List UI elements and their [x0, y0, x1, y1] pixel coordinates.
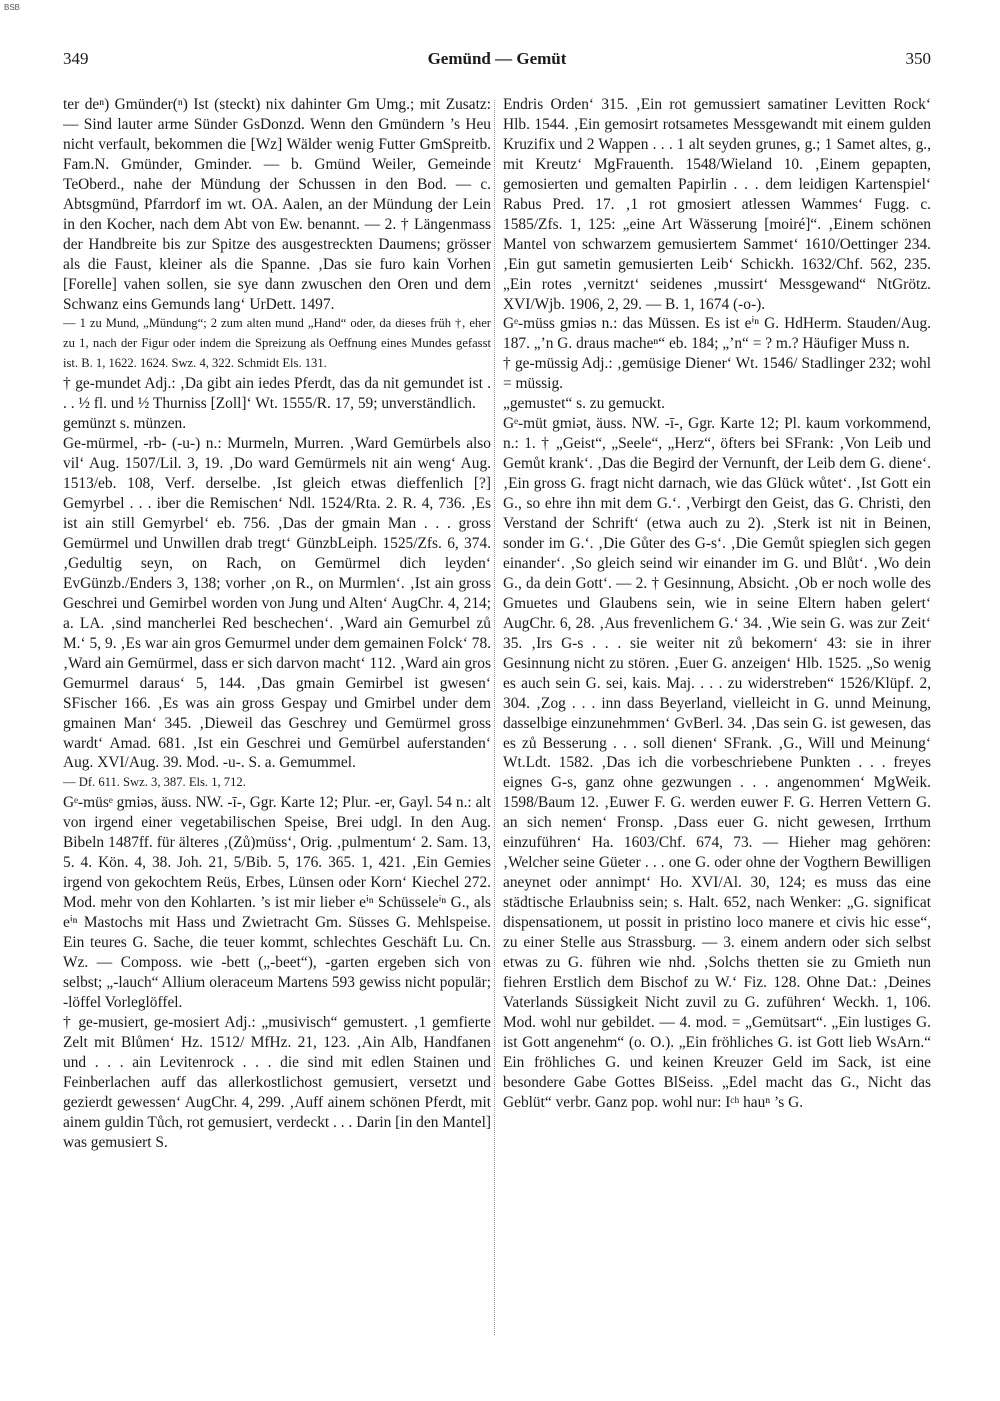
dictionary-entry-paragraph: Gᵉ-müt gmiət, äuss. NW. -ī-, Ggr. Karte 12; Pl. kaum vorkommend, n.: 1. † „Geist“, „Seele“, „Herz“, öfters bei SFrank: ‚Von Leib und Gemůt krank‘. ‚Das die Begird der Vernunft, der Leib dem G. diene‘. ‚Ein gross G. fragt nicht darnach, wie das Glück wůtet‘. ‚Ist Gott ein G., so ehre ihn mit dem G.‘. ‚Verbirgt den Geist, das G. Christi, den Verstand der Schrift‘ (etwa auch zu 2). ‚Sterk ist nit in Beinen, sonder im G.‘. ‚Die Gůter des G-s‘. ‚Die Gemůt spieglen sich gegen einander‘. ‚So gleich seind wir einander im G. und Blůt‘. ‚Wo dein G., da dein Gott‘. — 2. † Gesinnung, Absicht. ‚Ob er noch wolle des Gmuetes und Glaubens sein, wie in seine Eltern haben gelert‘ AugChr. 6, 28. ‚Aus frevenlichem G.‘ 34. ‚Wie sein G. was zur Zeit‘ 35. ‚Irs G-s . . . sie weiter nit zů bekomern‘ 43: sie in ihrer Gesinnung nicht zu stören. ‚Euer G. anzeigen‘ Hlb. 1525. „So wenig es auch sein G. sei, kais. Maj. . . . zu widerstreben“ 1526/Klüpf. 2, 304. ‚Zog . . . inn dass Beyerland, vielleicht in G. unnd Meinung, dasselbige einzunehmmen‘ GvBerl. 34. ‚Das sein G. ist gewesen, das es zů Besserung . . . soll dienen‘ SFrank. ‚G., Will und Meinung‘ Wt.Ldt. 1582. ‚Das ich die vorbeschriebene Punkten . . . freyes eignes G-s, ganz ohne gezwungen . . . angenommen‘ MgWeik. 1598/Baum 12. ‚Euwer F. G. werden euwer F. G. Herren Vettern G. an sich nemen‘ Fronsp. ‚Dass euer G. nicht gewesen, Irrthum einzuführen‘ Ha. 1603/Chf. 674, 73. — Hieher mag gehören: ‚Welcher seine Güeter . . . one G. oder ohne der Vogthern Bewilligen aneynet oder annimpt‘ Ho. XVI/Al. 30, 124; es muss das eine städtische Erlaubniss sein; s. Halt. 652, nach Wenker: „G. significat dispensationem, ut possit in pristino loco manere et civis hic esse“, zu einer Stelle aus Strassburg. — 3. einem andern oder sich selbst etwas zu G. führen wie nhd. ‚Solchs thetten sie zu Gmieth nun fiehren Erstlich dem Bischof zu W.‘ Fiz. 128. Ohne Dat.: ‚Deines Vaterlands Süssigkeit Nicht zuvil zu G. zuführen‘ Weckh. 1, 106. Mod. wohl nur gebildet. — 4. mod. = „Gemütsart“. „Ein lustiges G. ist Gott angenehm“ (o. O.). „Ein fröhliches G. ist Gott lieb WsArn.“ Ein fröhliches G. und keinen Kreuzer Geld im Sack, ist eine besondere Gabe Gottes BlSeiss. „Edel macht das G., Nicht das Geblüt“ verbr. Ganz pop. wohl nur: Iᶜʰ hauⁿ ’s G. [503, 415, 931, 1111]
dictionary-entry-paragraph: ter deⁿ) Gmünder(ⁿ) Ist (steckt) nix dahinter Gm Umg.; mit Zusatz: — Sind lauter arme Sünder GsDonzd. Wenn den Gmündern ’s Heu nicht verfault, bekommen die [Wz] Wälder wenig Futter GmSpreitb. Fam.N. Gmünder, Gminder. — b. Gmünd Weiler, Gemeinde TeOberd., nahe der Mündung der Schussen in den Bod. — c. Abtsgmünd, Pfarrdorf im wt. OA. Aalen, an der Mündung der Lein in den Kocher, nach dem Abt von Ew. benannt. — 2. † Längenmass der Handbreite bis zur Spitze des ausgestreckten Daumens; grösser als die Faust, kleiner als die Spanne. ‚Das sie furo kain Vorhen [Forelle] vahen sollen, sie sye dann zwuschen den Oren und dem Schwanz eins Gemunds lang‘ UrDett. 1497. [63, 96, 491, 313]
left-column [63, 95, 491, 1380]
right-column [503, 95, 931, 1380]
dictionary-entry-paragraph: Endris Orden‘ 315. ‚Ein rot gemussiert samatiner Levitten Rock‘ Hlb. 1544. ‚Ein gemosirt rotsametes Messgewandt mit einem gulden Kruzifix und 2 Wappen . . . 1 alt seyden grunes, g.; 1 Samet altes, g., mit Kreutz‘ MgFrauenth. 1548/Wieland 10. ‚Einem gepapten, gemosierten und gemalten Papirlin . . . dem leidigen Kartenspiel‘ Rabus Pred. 17. ‚1 rot gmosiert atlessen Wammes‘ Fugg. c. 1585/Zfs. 1, 125: „eine Art Wässerung [moiré]“. ‚Einem schönen Mantel von schwarzem gemusiertem Sammet‘ 1610/Oettinger 234. ‚Ein gut sametin gemusierten Leib‘ Schickh. 1632/Chf. 562, 235. „Ein rotes ‚vernitzt‘ seidenes ‚mussirt‘ Messgewand“ NtGrötz. XVI/Wjb. 1906, 2, 29. — B. 1, 1674 (-o-). [503, 96, 931, 313]
page-number-left: 349 [63, 49, 89, 68]
dictionary-entry-paragraph: — Df. 611. Swz. 3, 387. Els. 1, 712. [63, 775, 246, 790]
dictionary-entry-paragraph: gemünzt s. münzen. [63, 415, 187, 433]
dictionary-entry-paragraph: Gᵉ-müss gmiəs n.: das Müssen. Es ist eⁱⁿ G. HdHerm. Stauden/Aug. 187. „’n G. draus macheⁿ“ eb. 184; „’n“ = ? m.? Häufiger Muss n. [503, 315, 931, 353]
running-title: Gemünd — Gemüt [427, 49, 567, 68]
page-header [63, 49, 931, 69]
dictionary-entry-paragraph: Gᵉ-müsᵉ gmiəs, äuss. NW. -ī-, Ggr. Karte 12; Plur. -er, Gayl. 54 n.: alt von irgend einer vegetabilischen Speise, Brei udgl. In den Aug. Bibeln 1487ff. für älteres ‚(Zů)müss‘, Orig. ‚pulmentum‘ 2. Sam. 13, 5. 4. Kön. 4, 38. Joh. 21, 5/Bib. 5, 176. 365. 1, 421. ‚Ein Gemies irgend von gekochtem Reüs, Erbes, Lünsen oder Korn‘ Kiechel 272. Mod. mehr von den Kohlarten. ’s ist mir lieber eⁱⁿ Schüsseleⁱⁿ G., als eⁱⁿ Mastochs mit Hass und Zwietracht Gm. Süsses G. Mehlspeise. Ein teures G. Sache, die teuer kommt, schlechtes Geschäft Lu. Cn. Wz. — Composs. wie -bett („-beet“), -garten ergeben sich von selbst; „-lauch“ Allium oleraceum Martens 593 gewiss nicht populär; -löffel Vorleglöffel. [63, 794, 491, 1011]
dictionary-entry-paragraph: Ge-mürmel, -rb- (-u-) n.: Murmeln, Murren. ‚Ward Gemürbels also vil‘ Aug. 1507/Lil. 3, 19. ‚Do ward Gemürmels nit ain weng‘ Aug. 1513/eb. 108, Verf. derselbe. ‚Ist gleich etwas dieffenlich [?] Gemyrbel . . . iber die Remischen‘ Ndl. 1524/Rta. 2. R. 4, 736. ‚Es ist ain still Gemyrbel‘ eb. 756. ‚Das der gmain Man . . . gross Gemürmel und Unwillen drab tregt‘ GünzbLeiph. 1525/Zfs. 6, 374. ‚Gedultig seyn, on Rach, on Gemürmel dich leyden‘ EvGünzb./Enders 3, 138; vorher ‚on R., on Murmlen‘. ‚Ist ain gross Geschrei und Gemirbel worden von Jung und Alten‘ AugChr. 4, 214; a. LA. ‚sind mancherlei Red beschechen‘. ‚Ward ain Gemurbel zů M.‘ 5, 9. ‚Es war ain gros Gemurmel under dem gemainen Folck‘ 78. ‚Ward ain Gemürmel, dass er sich darvon macht‘ 112. ‚Ward ain gros Gemurmel daraus‘ 5, 144. ‚Das gmain Gemirbel ist gwesen‘ SFischer 166. ‚Es was ain gross Gespay und Gmirbel under dem gmainen Man‘ 345. ‚Dieweil das Geschrey und Gemürmel gross wardt‘ Amad. 681. ‚Ist ein Geschrei und Gemürbel auferstanden‘ Aug. XVI/Aug. 39. Mod. -u-. S. a. Gemummel. [63, 435, 491, 772]
dictionary-entry-paragraph: † ge-mundet Adj.: ‚Da gibt ain iedes Pferdt, das da nit gemundet ist . . . ½ fl. und ½ Thurniss [Zoll]‘ Wt. 1555/R. 17, 59; unverständlich. [63, 375, 491, 413]
dictionary-entry-paragraph: — 1 zu Mund, „Mündung“; 2 zum alten mund „Hand“ oder, da dieses früh †, eher zu 1, nach der Figur oder indem die Spreizung als Oeffnung eines Mundes gefasst ist. B. 1, 1622. 1624. Swz. 4, 322. Schmidt Els. 131. [63, 316, 491, 371]
library-watermark: BSB [4, 3, 21, 12]
column-divider [494, 100, 495, 1335]
dictionary-entry-paragraph: „gemustet“ s. zu gemuckt. [503, 395, 665, 413]
page-number-right: 350 [905, 49, 931, 68]
dictionary-entry-paragraph: † ge-müssig Adj.: ‚gemüsige Diener‘ Wt. 1546/ Stadlinger 232; wohl = müssig. [503, 355, 931, 393]
dictionary-entry-paragraph: † ge-musiert, ge-mosiert Adj.: „musivisch“ gemustert. ‚1 gemfierte Zelt mit Blůmen‘ Hz. 1512/ MfHz. 21, 123. ‚Ain Alb, Handfanen und . . . ain Levitenrock . . . die sind mit edlen Stainen und Feinberlachen auff das allerkostlichost gemusiert, versetzt und gezierdt gewessen‘ AugChr. 4, 299. ‚Auff ainem schönen Pferdt, mit ainem guldin Tůch, rot gemusiert, verdeckt . . . Darin [in den Mantel] was gemusiert S. [63, 1013, 491, 1151]
